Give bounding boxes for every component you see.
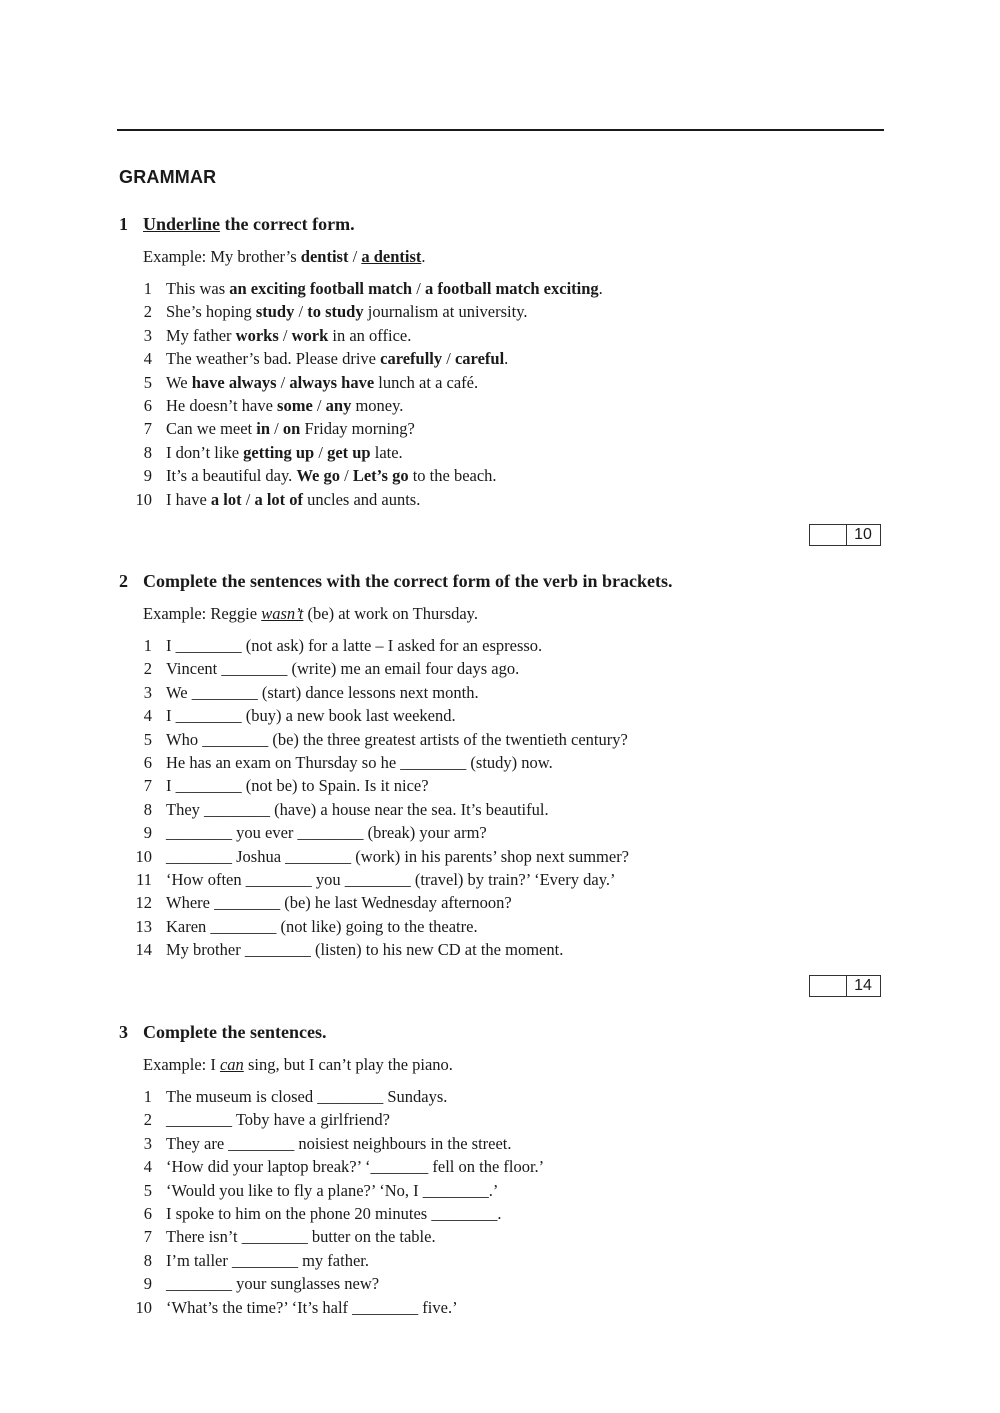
item-number: 12 [135,893,152,913]
choice-option-1: We go [296,466,340,486]
choice-separator: / [278,325,292,345]
item-text-after: . [598,279,603,298]
section1-title [119,214,355,235]
item-text: ________ Joshua ________ (work) in his parents’ shop next summer? [166,846,630,866]
section1-instruction-rest: the correct form. [220,214,355,234]
item-text: ‘Would you like to fly a plane?’ ‘No, I ________.’ [166,1180,499,1200]
item-number: 3 [143,682,152,702]
item-text: Who ________ (be) the three greatest artists of the twentieth century? [166,729,628,749]
list-item [0,466,1000,489]
item-text: I ________ (not be) to Spain. Is it nice? [166,776,429,796]
section3-number: 3 [119,1022,128,1042]
choice-option-2: work [291,325,329,345]
item-text-before: We [166,372,192,392]
item-number: 8 [143,799,152,819]
item-text-before: I have [166,489,211,509]
item-text: I spoke to him on the phone 20 minutes ________. [166,1203,502,1223]
example-option-1: dentist [300,247,349,266]
item-number: 5 [143,729,152,749]
list-item [0,396,1000,419]
choice-separator: / [339,466,353,486]
example-lead: Example: My brother’s [143,247,301,266]
section2-number: 2 [119,571,128,591]
item-number: 8 [143,1250,152,1270]
list-item [0,1227,1000,1250]
list-item [0,373,1000,396]
item-text: The museum is closed ________ Sundays. [166,1087,448,1106]
item-number: 7 [143,1227,152,1247]
list-item [0,1181,1000,1204]
item-text: ________ you ever ________ (break) your arm? [166,823,487,843]
section2-instruction: Complete the sentences with the correct form of the verb in brackets. [143,571,673,591]
choice-separator: / [314,442,328,462]
item-text: ________ Toby have a girlfriend? [166,1110,390,1130]
score-total: 10 [854,526,872,543]
list-item [0,1251,1000,1274]
list-item [0,419,1000,442]
section2-example [143,604,478,624]
choice-option-2: a lot of [254,489,304,509]
list-item [0,636,1000,659]
item-text [166,279,603,299]
item-number: 11 [136,869,152,889]
page-heading: GRAMMAR [119,167,217,187]
item-text-after: . [504,349,509,369]
item-text-before: The weather’s bad. Please drive [166,349,381,369]
example-option-2-answer: a dentist [361,247,422,266]
item-text [166,349,508,369]
item-number: 8 [143,442,152,462]
section1-instruction-underlined: Underline [143,214,221,234]
choice-separator: / [270,419,283,439]
list-item [0,917,1000,940]
item-text [166,396,403,416]
list-item [0,1204,1000,1227]
item-number: 2 [143,659,152,679]
choice-option-1: study [255,302,295,322]
list-item [0,1110,1000,1133]
item-number: 5 [143,372,152,392]
list-item [0,659,1000,682]
section2-title [119,571,673,592]
choice-separator: / [312,395,326,415]
item-number: 13 [135,916,152,936]
example-lead: Example: Reggie [143,604,262,623]
item-number: 10 [135,489,152,509]
list-item [0,776,1000,799]
item-text [166,490,420,510]
item-text: ‘How often ________ you ________ (travel) by train?’ ‘Every day.’ [166,869,616,889]
item-number: 14 [135,940,152,960]
item-text: They are ________ noisiest neighbours in the street. [166,1133,512,1153]
section1-number: 1 [119,214,128,234]
list-item [0,1274,1000,1297]
item-text: I ________ (buy) a new book last weekend. [166,706,456,726]
list-item [0,683,1000,706]
item-number: 7 [143,419,152,439]
list-item [0,940,1000,963]
choice-option-1: a lot [210,489,242,509]
list-item [0,326,1000,349]
item-text-after: money. [351,395,404,415]
choice-option-1: getting up [243,442,315,462]
section2-score-box [809,975,881,997]
top-rule [117,129,884,131]
score-blank[interactable] [810,525,847,545]
item-text-before: He doesn’t have [166,395,278,415]
list-item [0,823,1000,846]
choice-option-2: on [282,419,301,439]
item-text-before: Can we meet [166,419,257,439]
item-number: 9 [143,823,152,843]
item-text [166,373,478,393]
item-text: I ________ (not ask) for a latte – I asked for an espresso. [166,636,543,655]
list-item [0,1157,1000,1180]
choice-option-2: a football match exciting [424,279,599,298]
list-item [0,302,1000,325]
item-text: ________ your sunglasses new? [166,1274,380,1294]
item-text-before: It’s a beautiful day. [166,466,297,486]
item-number: 6 [143,395,152,415]
item-text-before: This was [166,279,230,298]
choice-option-1: in [256,419,271,439]
item-text: My brother ________ (listen) to his new CD at the moment. [166,940,564,960]
list-item [0,730,1000,753]
choice-option-2: any [325,395,352,415]
item-text-after: uncles and aunts. [303,489,421,509]
section3-item-list [0,1087,1000,1321]
list-item [0,490,1000,513]
section3-example [143,1055,453,1075]
item-text: There isn’t ________ butter on the table. [166,1227,436,1247]
item-text-before: My father [166,325,236,345]
example-rest: (be) at work on Thursday. [303,604,478,623]
section1-item-list [0,279,1000,513]
item-text: They ________ (have) a house near the sea. It’s beautiful. [166,799,549,819]
list-item [0,349,1000,372]
section1-score-box [809,524,881,546]
item-number: 10 [135,1297,152,1317]
item-text-after: journalism at university. [363,302,528,322]
item-number: 4 [143,706,152,726]
choice-separator: / [241,489,255,509]
list-item [0,753,1000,776]
item-text: ‘What’s the time?’ ‘It’s half ________ five.’ [166,1297,458,1317]
list-item [0,893,1000,916]
example-end: . [421,247,426,266]
list-item [0,706,1000,729]
choice-option-2: careful [454,349,505,369]
item-number: 2 [143,302,152,322]
item-number: 7 [143,776,152,796]
list-item [0,1134,1000,1157]
list-item [0,443,1000,466]
list-item [0,800,1000,823]
score-blank[interactable] [810,976,847,996]
item-text: I’m taller ________ my father. [166,1250,369,1270]
item-text [166,466,497,486]
item-text: We ________ (start) dance lessons next month. [166,682,479,702]
item-number: 3 [143,325,152,345]
example-separator: / [348,247,362,266]
item-text [166,326,411,346]
item-number: 5 [143,1180,152,1200]
item-number: 1 [143,636,152,655]
choice-option-2: Let’s go [352,466,409,486]
choice-separator: / [412,279,425,298]
choice-option-2: to study [307,302,364,322]
item-text [166,443,403,463]
example-lead: Example: I [143,1055,220,1074]
item-text: Vincent ________ (write) me an email four days ago. [166,659,520,679]
choice-separator: / [294,302,308,322]
item-number: 2 [143,1110,152,1130]
choice-option-1: an exciting football match [229,279,413,298]
item-number: 6 [143,752,152,772]
list-item [0,279,1000,302]
item-text-after: Friday morning? [300,419,415,439]
item-number: 9 [143,1274,152,1294]
choice-separator: / [442,349,455,369]
score-total: 14 [854,977,872,994]
item-text-before: I don’t like [166,442,244,462]
item-number: 3 [143,1133,152,1153]
item-text [166,302,528,322]
item-text-after: in an office. [328,325,412,345]
list-item [0,847,1000,870]
choice-option-1: works [235,325,279,345]
item-number: 9 [143,466,152,486]
list-item [0,1087,1000,1110]
section1-example [143,247,425,267]
item-text: Karen ________ (not like) going to the theatre. [166,916,478,936]
list-item [0,1298,1000,1321]
item-text-after: lunch at a café. [374,372,479,392]
item-number: 10 [135,846,152,866]
section3-title [119,1022,326,1043]
item-number: 6 [143,1203,152,1223]
item-number: 4 [143,1157,152,1177]
choice-option-1: carefully [380,349,443,369]
item-text [166,419,415,439]
list-item [0,870,1000,893]
item-number: 1 [143,1087,152,1106]
item-number: 1 [143,279,152,298]
item-number: 4 [143,349,152,369]
choice-option-1: some [277,395,313,415]
item-text-before: She’s hoping [166,302,256,322]
example-rest: sing, but I can’t play the piano. [243,1055,453,1074]
item-text: ‘How did your laptop break?’ ‘_______ fell on the floor.’ [166,1157,545,1177]
item-text: He has an exam on Thursday so he ________ (study) now. [166,752,553,772]
item-text-after: to the beach. [408,466,497,486]
choice-separator: / [276,372,290,392]
choice-option-1: have always [191,372,277,392]
item-text-after: late. [370,442,403,462]
choice-option-2: get up [327,442,371,462]
section3-instruction: Complete the sentences. [143,1022,327,1042]
item-text: Where ________ (be) he last Wednesday afternoon? [166,893,512,913]
example-answer: wasn’t [261,604,304,623]
example-answer: can [219,1055,244,1074]
section2-item-list [0,636,1000,963]
choice-option-2: always have [289,372,375,392]
